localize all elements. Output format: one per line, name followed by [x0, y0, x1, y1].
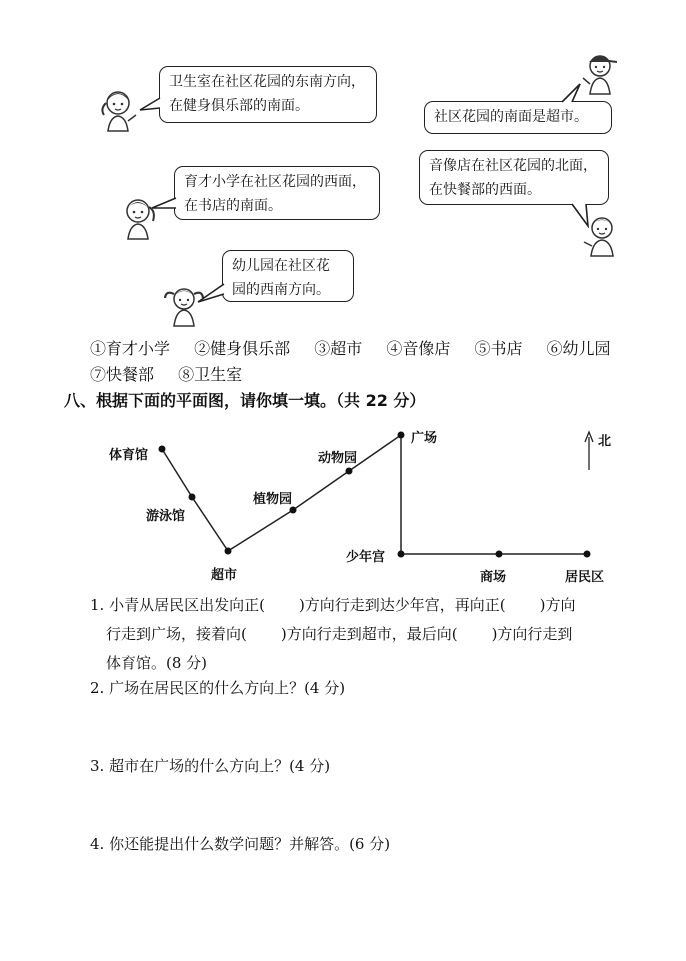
question-1-line-3: 体育馆。(8 分): [106, 654, 208, 672]
map-label-shangchang: 商场: [480, 570, 507, 585]
bubble-line: 音像店在社区花园的北面，: [429, 158, 597, 174]
map-point-tiyuguan: [159, 446, 166, 453]
option-item: ③超市: [314, 339, 363, 358]
section-title: 八、根据下面的平面图，请你填一填。（共 22 分）: [64, 391, 426, 410]
bubble-line: 幼儿园在社区花: [232, 258, 330, 274]
map-label-youyongguan: 游泳馆: [146, 509, 186, 524]
map-point-jumingqu: [584, 551, 591, 558]
option-item: ②健身俱乐部: [194, 339, 291, 358]
bubble-line: 在健身俱乐部的南面。: [169, 98, 309, 114]
map-point-guangchang: [398, 432, 405, 439]
route-line: [162, 435, 587, 554]
map-label-zhiwuyuan: 植物园: [253, 492, 293, 507]
option-item: ④音像店: [386, 339, 451, 358]
option-item: ①育才小学: [90, 339, 171, 358]
map-label-jumingqu: 居民区: [565, 570, 605, 585]
map-label-guangchang: 广场: [411, 431, 438, 446]
map-label-shaoniangong: 少年宫: [346, 550, 386, 565]
map-point-shaoniangong: [398, 551, 405, 558]
bubble-line: 在快餐部的西面。: [429, 182, 541, 198]
question-1: [90, 591, 675, 678]
map-point-youyongguan: [189, 494, 196, 501]
bubble-line: 育才小学在社区花园的西面，: [184, 174, 366, 190]
bubble-line: 园的西南方向。: [232, 282, 330, 298]
north-label: 北: [598, 434, 612, 449]
map-point-shangchang: [496, 551, 503, 558]
question-1-line-1: 1. 小青从居民区出发向正( )方向行走到达少年宫，再向正( )方向: [90, 596, 576, 614]
option-item: ⑤书店: [474, 339, 523, 358]
map-label-chaoshi: 超市: [211, 568, 238, 583]
option-item: ⑧卫生室: [178, 365, 243, 384]
map-point-dongwuyuan: [346, 468, 353, 475]
bubble-line: 社区花园的南面是超市。: [434, 109, 588, 125]
option-item: ⑦快餐部: [90, 365, 155, 384]
bubble-line: 在书店的南面。: [184, 198, 282, 214]
question-4: 4. 你还能提出什么数学问题？并解答。(6 分): [90, 835, 391, 853]
option-item: ⑥幼儿园: [546, 339, 611, 358]
bubble-line: 卫生室在社区花园的东南方向，: [169, 74, 365, 90]
map-point-zhiwuyuan: [290, 507, 297, 514]
question-1-line-2: 行走到广场，接着向( )方向行走到超市，最后向( )方向行走到: [106, 625, 573, 643]
map-label-dongwuyuan: 动物园: [318, 451, 358, 466]
map-label-tiyuguan: 体育馆: [109, 448, 149, 463]
map-point-chaoshi: [225, 548, 232, 555]
question-3: 3. 超市在广场的什么方向上？(4 分): [90, 757, 331, 775]
question-2: 2. 广场在居民区的什么方向上？(4 分): [90, 679, 346, 697]
